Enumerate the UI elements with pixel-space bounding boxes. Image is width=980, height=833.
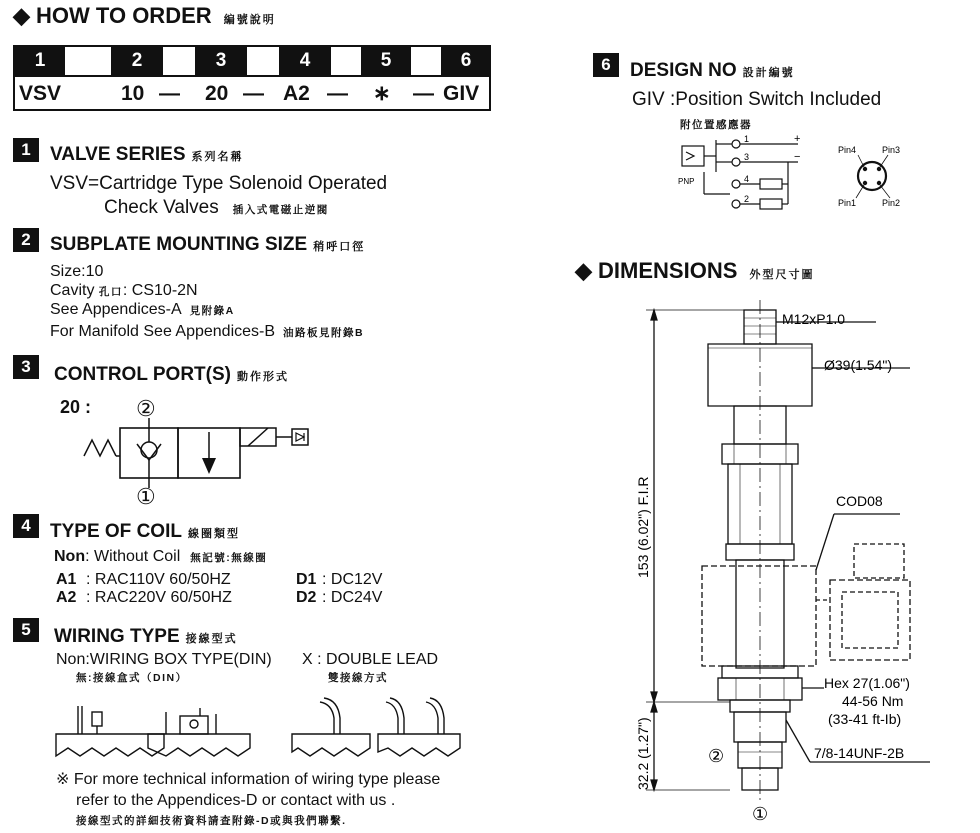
wiring-non-zh: 無:接線盒式（DIN） bbox=[76, 672, 188, 684]
control-code: 20 : bbox=[60, 397, 92, 417]
position-cell: 5 bbox=[361, 47, 411, 75]
coil-a1: A1 : RAC110V 60/50HZ bbox=[56, 571, 231, 588]
separator: — bbox=[159, 82, 180, 105]
how-to-order-heading bbox=[13, 3, 276, 29]
diameter-label: Ø39(1.54") bbox=[824, 357, 893, 373]
code-wiring: ∗ bbox=[373, 82, 391, 105]
position-cell: 1 bbox=[15, 47, 65, 75]
separator: — bbox=[327, 82, 348, 105]
wiring-x-zh: 雙接線方式 bbox=[328, 672, 388, 684]
coil-non: Non: Without Coil 無記號:無線圈 bbox=[54, 548, 268, 565]
coil-d2: D2 : DC24V bbox=[296, 589, 383, 606]
position-cell: 4 bbox=[279, 47, 331, 75]
terminal-3: 3 bbox=[744, 152, 750, 162]
wiring-note-1: ※ For more technical information of wiring type please bbox=[56, 771, 441, 788]
pin3-label: Pin3 bbox=[882, 145, 901, 155]
section-6-title: DESIGN NO 設計編號 bbox=[630, 60, 795, 81]
port-1-label: ① bbox=[136, 484, 156, 509]
dimensions-heading bbox=[575, 258, 815, 284]
pin4-label: Pin4 bbox=[838, 145, 857, 155]
section-2-badge: 2 bbox=[13, 228, 39, 252]
total-length-label: 153 (6.02") F.I.R bbox=[635, 476, 651, 578]
code-design: GIV bbox=[443, 82, 480, 105]
pin2-label: Pin2 bbox=[882, 198, 901, 208]
code-control: 20 bbox=[205, 82, 229, 105]
section-1-title: VALVE SERIES 系列名稱 bbox=[50, 144, 244, 165]
wiring-note-3: 接線型式的詳細技術資料請查附錄-D或與我們聯繫. bbox=[76, 815, 347, 827]
dim-port-2: ② bbox=[708, 746, 725, 766]
order-table-positions bbox=[15, 47, 489, 77]
section-3-badge: 3 bbox=[13, 355, 39, 379]
order-table bbox=[13, 45, 491, 111]
separator: — bbox=[413, 82, 434, 105]
pnp-label: PNP bbox=[678, 177, 695, 186]
wiring-x: X : DOUBLE LEAD bbox=[302, 651, 439, 668]
coil-a2: A2 : RAC220V 60/50HZ bbox=[56, 589, 232, 606]
coil-d1: D1 : DC12V bbox=[296, 571, 383, 588]
hex-label: Hex 27(1.06") bbox=[824, 675, 910, 691]
wiring-non: Non:WIRING BOX TYPE(DIN) bbox=[56, 651, 272, 668]
code-coil: A2 bbox=[283, 82, 310, 105]
section-1-badge: 1 bbox=[13, 138, 39, 162]
section-2-title: SUBPLATE MOUNTING SIZE 稍呼口徑 bbox=[50, 234, 366, 255]
how-to-order-title: HOW TO ORDER bbox=[36, 3, 212, 28]
torque-nm: 44-56 Nm bbox=[842, 693, 904, 709]
diamond-icon: ◆ bbox=[13, 3, 30, 28]
control-symbol bbox=[80, 418, 320, 488]
valve-dimension-drawing bbox=[610, 300, 950, 830]
section-5-badge: 5 bbox=[13, 618, 39, 642]
wiring-note-2: refer to the Appendices-D or contact with us . bbox=[76, 792, 396, 809]
section-3-title: CONTROL PORT(S) 動作形式 bbox=[54, 364, 289, 385]
port-2-label: ② bbox=[136, 396, 156, 421]
pin1-label: Pin1 bbox=[838, 198, 857, 208]
how-to-order-title-zh: 編號說明 bbox=[223, 14, 276, 26]
position-cell: 3 bbox=[195, 47, 247, 75]
terminal-1: 1 bbox=[744, 134, 750, 144]
separator: — bbox=[243, 82, 264, 105]
manifold-appendix-b: For Manifold See Appendices-B 油路板見附錄B bbox=[50, 323, 365, 340]
design-desc: GIV :Position Switch Included bbox=[632, 89, 882, 110]
position-cell: 2 bbox=[111, 47, 163, 75]
dimensions-title: DIMENSIONS bbox=[598, 258, 738, 283]
terminal-2: 2 bbox=[744, 194, 750, 204]
code-series: VSV bbox=[19, 82, 62, 105]
valve-series-line2: Check Valves 插入式電磁止逆閥 bbox=[104, 197, 329, 218]
cod-label: COD08 bbox=[836, 493, 883, 509]
diamond-icon: ◆ bbox=[575, 258, 592, 283]
section-4-title: TYPE OF COIL 線圈類型 bbox=[50, 521, 240, 542]
section-5-title: WIRING TYPE 接線型式 bbox=[54, 626, 238, 647]
pnp-circuit bbox=[670, 132, 810, 214]
dimensions-title-zh: 外型尺寸圖 bbox=[749, 269, 815, 281]
section-6-badge: 6 bbox=[593, 53, 619, 77]
size-text: Size:10 bbox=[50, 263, 104, 280]
pin-diagram bbox=[832, 142, 910, 210]
minus-sign: − bbox=[794, 151, 801, 163]
position-cell: 6 bbox=[441, 47, 491, 75]
lower-length-label: 32.2 (1.27") bbox=[635, 717, 651, 790]
terminal-4: 4 bbox=[744, 174, 750, 184]
see-appendix-a: See Appendices-A 見附錄A bbox=[50, 301, 235, 318]
thread-label: 7/8-14UNF-2B bbox=[814, 745, 905, 761]
plus-sign: + bbox=[794, 133, 801, 145]
section-4-badge: 4 bbox=[13, 514, 39, 538]
order-table-codes bbox=[15, 77, 489, 111]
design-desc-zh: 附位置感應器 bbox=[680, 119, 752, 131]
valve-series-line1: VSV=Cartridge Type Solenoid Operated bbox=[50, 173, 388, 194]
torque-ftlb: (33-41 ft-Ib) bbox=[828, 711, 902, 727]
dim-port-1: ① bbox=[752, 804, 769, 824]
code-size: 10 bbox=[121, 82, 145, 105]
wiring-illustrations bbox=[40, 690, 470, 762]
cavity-text: Cavity 孔口: CS10-2N bbox=[50, 282, 198, 299]
m12-label: M12xP1.0 bbox=[782, 311, 846, 327]
